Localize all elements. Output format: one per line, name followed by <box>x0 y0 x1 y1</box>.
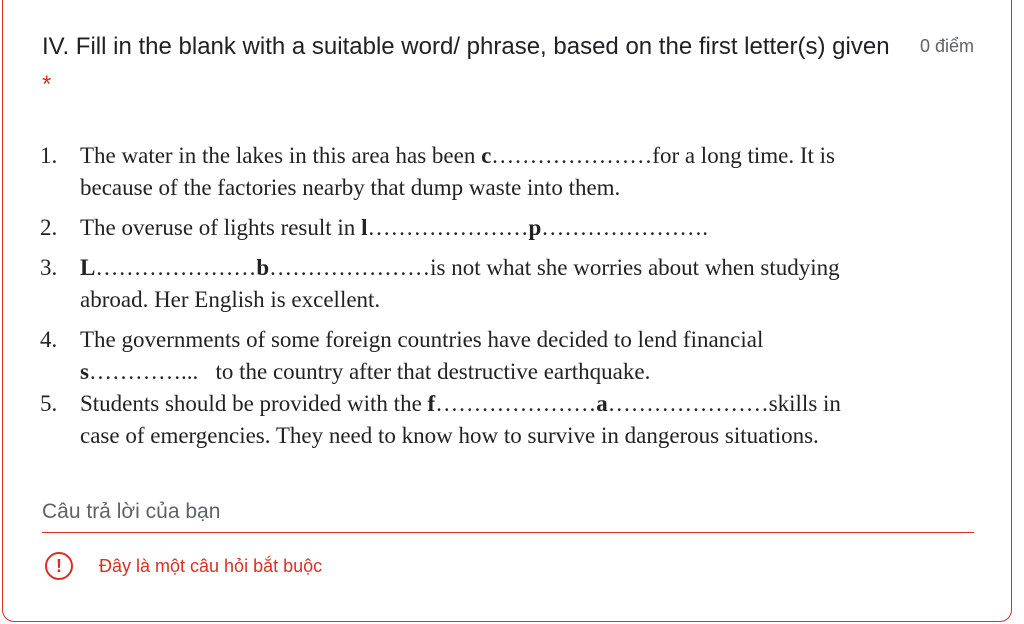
required-asterisk: * <box>42 71 52 98</box>
answer-placeholder: Câu trả lời của bạn <box>42 500 221 523</box>
question-item-4: 4. The governments of some foreign countries have decided to lend financial s…………... to the country after that destructive earthquake. <box>40 327 764 384</box>
question-item-2: 2. The overuse of lights result in l…………………p…………………. <box>40 215 708 240</box>
error-message: Đây là một câu hỏi bắt buộc <box>99 555 323 576</box>
question-item-5: 5. Students should be provided with the f…………………a…………………skills in case of emergencies. They need to know how to survive in dangerous situations. <box>40 391 841 448</box>
points-label: 0 điểm <box>919 36 974 56</box>
answer-input[interactable] <box>42 500 974 533</box>
required-error <box>45 552 322 580</box>
question-item-3: 3. L…………………b…………………is not what she worries about when studying abroad. Her English is excellent. <box>40 255 840 312</box>
question-item-1: 1. The water in the lakes in this area has been c…………………for a long time. It is because of the factories nearby that dump waste into them. <box>40 143 835 200</box>
exclamation-circle-icon: ! <box>45 552 73 580</box>
question-image <box>40 140 950 452</box>
question-title <box>42 28 902 104</box>
question-title-text: IV. Fill in the blank with a suitable word/ phrase, based on the first letter(s) given <box>42 33 890 60</box>
